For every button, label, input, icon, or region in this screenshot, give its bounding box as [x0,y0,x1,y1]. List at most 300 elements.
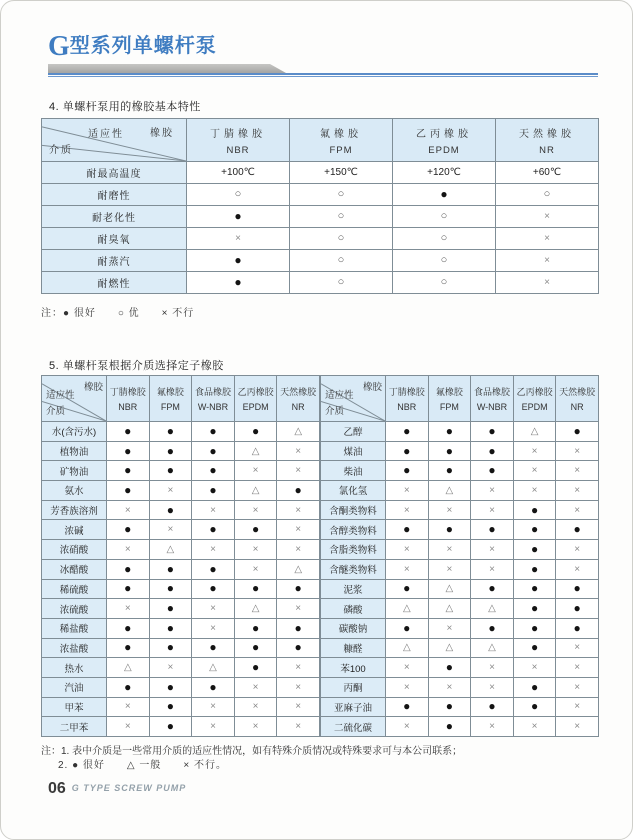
rating-cell [107,697,150,717]
rating-symbol: ● [530,561,539,576]
table-row [321,540,599,560]
rating-cell [107,618,150,638]
rating-symbol: ● [445,522,454,537]
rating-cell [290,228,393,250]
rating-cell [149,677,192,697]
rating-cell [234,658,277,678]
row-label: 甲苯 [42,697,107,717]
rating-symbol: ● [209,463,217,478]
rating-symbol: × [252,465,259,477]
row-label: 含脂类物料 [321,540,386,560]
table-row [42,481,320,501]
table4-header-row [42,119,599,162]
corner-label-adaptability: 适应性 [88,129,124,140]
rating-cell [277,579,320,599]
rating-cell [471,540,514,560]
rubber-code: NR [539,144,555,156]
rating-cell [471,559,514,579]
rating-cell [471,717,514,737]
rating-cell: +150℃ [290,162,393,184]
column-header [187,119,290,162]
rating-cell [513,520,556,540]
rating-symbol: △ [251,445,260,457]
rating-symbol: × [295,603,302,615]
rating-cell [513,500,556,520]
rating-symbol: × [574,721,581,733]
rating-cell [107,500,150,520]
rating-cell [496,184,599,206]
rating-cell [428,638,471,658]
rating-symbol: × [446,543,453,555]
rating-symbol: ● [488,463,496,478]
rating-cell [107,441,150,461]
rating-symbol: △ [166,543,175,555]
rating-symbol: ● [488,423,496,438]
row-label: 含醇类物料 [321,520,386,540]
rubber-name: 氟橡胶 [435,387,463,397]
table-row [42,599,320,619]
table-row [42,540,320,560]
table-row [321,599,599,619]
row-label: 芳香族溶剂 [42,500,107,520]
rating-symbol: △ [445,583,454,595]
table-row [42,579,320,599]
rating-symbol: × [489,504,495,516]
rating-symbol: × [544,277,550,288]
rating-cell [234,461,277,481]
rating-cell [471,500,514,520]
rating-symbol: △ [445,642,454,654]
rating-cell [556,717,599,737]
rating-symbol: ● [124,581,132,596]
rating-cell [556,559,599,579]
rating-symbol: △ [251,603,260,615]
rating-cell [107,481,150,501]
rating-symbol: ● [403,423,411,438]
row-label: 耐蒸汽 [42,250,187,272]
rating-cell [386,559,429,579]
row-label: 耐磨性 [42,184,187,206]
rating-cell [234,638,277,658]
row-label: 耐臭氧 [42,228,187,250]
row-label: 汽油 [42,677,107,697]
rating-cell [556,658,599,678]
rating-cell [393,206,496,228]
rating-symbol: ○ [337,210,345,222]
media-selection-table-right [320,375,599,737]
rating-symbol: ● [294,482,302,497]
table-row [42,206,599,228]
rating-symbol: × [531,465,538,477]
rating-cell [149,638,192,658]
rating-cell [277,599,320,619]
table-row [42,422,320,442]
rating-cell [277,658,320,678]
rating-cell [428,717,471,737]
rating-symbol: × [403,563,410,575]
corner-label-rubber: 橡胶 [83,382,103,393]
rating-symbol: △ [402,603,411,615]
rating-cell [107,579,150,599]
rating-cell [107,677,150,697]
rating-cell [192,618,235,638]
rating-cell [149,461,192,481]
rating-cell [149,579,192,599]
rating-symbol: ● [573,581,581,596]
rubber-name: 丁腈橡胶 [388,387,425,397]
table5-note-line1: 注：1. 表中介质是一些常用介质的适应性情况，如有特殊介质情况或特殊要求可与本公司联系； [41,746,463,757]
column-header [149,376,192,422]
rating-cell [556,638,599,658]
rating-symbol: × [295,543,302,555]
rating-symbol: ● [251,640,260,655]
row-label: 热水 [42,658,107,678]
rating-cell [386,540,429,560]
table5-note-line2: 2. ● 很好 △ 一般 × 不行。 [58,760,228,771]
rating-symbol: × [252,504,259,516]
row-label: 氯化氢 [321,481,386,501]
rating-symbol: ● [124,423,132,438]
row-label: 苯100 [321,658,386,678]
rating-symbol: × [124,721,131,733]
rating-symbol: ● [530,581,539,596]
rating-symbol: ● [445,699,454,714]
rating-cell [107,540,150,560]
table4-legend: 注：● 很好 ○ 优 × 不行 [41,308,195,319]
rating-symbol: ● [124,679,132,694]
rating-cell [428,658,471,678]
rating-symbol: × [531,662,538,674]
rating-cell [290,250,393,272]
rubber-name: 丁腈橡胶 [109,387,146,397]
rating-symbol: △ [445,484,454,496]
rubber-code: NR [291,402,305,412]
rating-cell [386,579,429,599]
rating-symbol: × [167,524,174,536]
row-label: 浓硫酸 [42,599,107,619]
column-header [393,119,496,162]
row-label: 冰醋酸 [42,559,107,579]
header-blue-rule [48,73,598,77]
rating-symbol: ● [530,541,539,556]
rating-symbol: ● [251,660,260,675]
table4-body [42,162,599,294]
rating-symbol: × [167,484,174,496]
rating-symbol: × [124,603,131,615]
rating-symbol: × [252,563,259,575]
table-row [42,162,599,184]
rating-symbol: ● [209,640,217,655]
row-label: 磷酸 [321,599,386,619]
rating-symbol: × [210,622,216,634]
rating-symbol: ● [294,581,302,596]
rating-symbol: ● [445,660,454,675]
section5-title: 5. 单螺杆泵根据介质选择定子橡胶 [49,360,224,372]
rating-cell [277,697,320,717]
table-row [321,481,599,501]
rating-symbol: × [210,504,216,516]
rating-cell [428,422,471,442]
rating-symbol: × [446,681,453,693]
table-row [42,559,320,579]
rating-symbol: × [210,721,216,733]
rating-symbol: × [295,701,302,713]
rating-symbol: ● [234,209,242,223]
row-label: 泥浆 [321,579,386,599]
rating-cell [428,697,471,717]
rating-symbol: ● [530,522,539,537]
rating-cell [393,184,496,206]
rating-symbol: △ [445,603,454,615]
rating-cell [393,250,496,272]
rating-cell [277,520,320,540]
row-label: 耐老化性 [42,206,187,228]
rating-cell [556,422,599,442]
rating-cell [107,638,150,658]
rating-cell [556,697,599,717]
rating-symbol: × [544,255,550,266]
rating-symbol: △ [402,642,411,654]
table-row [321,697,599,717]
rating-symbol: ● [209,679,217,694]
rating-cell [277,441,320,461]
rating-symbol: △ [488,603,496,615]
rubber-code: NBR [118,402,138,412]
rating-cell [234,500,277,520]
rating-symbol: × [210,701,216,713]
rating-cell [107,717,150,737]
rating-cell [192,500,235,520]
rating-symbol: △ [294,425,303,437]
rating-symbol: ● [488,581,496,596]
rating-symbol: ○ [234,188,242,200]
rubber-name: 乙丙橡胶 [237,387,274,397]
rating-cell [277,618,320,638]
rating-cell [471,422,514,442]
rating-cell [192,540,235,560]
rating-cell [234,618,277,638]
rating-symbol: × [403,681,410,693]
rating-cell [386,677,429,697]
rating-cell [234,422,277,442]
rating-cell [277,638,320,658]
rating-symbol: ● [530,640,539,655]
column-header [496,119,599,162]
rating-cell [471,481,514,501]
rating-cell [386,500,429,520]
rating-symbol: × [124,701,131,713]
rubber-name: 食品橡胶 [473,387,510,397]
rating-symbol: ● [166,561,175,576]
rating-symbol: × [531,445,538,457]
row-label: 糠醛 [321,638,386,658]
rating-cell [187,250,290,272]
rubber-name: 氟橡胶 [156,387,184,397]
rating-symbol: × [574,445,581,457]
rating-symbol: × [252,543,259,555]
rating-cell [234,520,277,540]
rating-cell [428,579,471,599]
rating-symbol: ● [166,443,175,458]
rating-symbol: ● [166,640,175,655]
rating-symbol: ● [403,522,411,537]
rating-cell [192,481,235,501]
corner-label-medium: 介质 [49,145,73,156]
column-header [277,376,320,422]
rating-symbol: × [544,211,550,222]
rating-symbol: ● [488,620,496,635]
rating-symbol: × [124,504,131,516]
rating-symbol: ● [445,719,454,734]
rating-symbol: ● [166,719,175,734]
rating-cell [149,618,192,638]
rating-symbol: ● [166,463,175,478]
rating-cell [386,658,429,678]
row-label: 含醚类物料 [321,559,386,579]
rating-symbol: ● [234,275,242,289]
table-row [321,441,599,461]
row-label: 植物油 [42,441,107,461]
row-label: 浓硝酸 [42,540,107,560]
rating-symbol: ● [573,601,581,616]
rating-symbol: ● [445,463,454,478]
rating-symbol: ● [251,522,260,537]
rating-symbol: ● [530,699,539,714]
row-label: 氨水 [42,481,107,501]
rating-symbol: × [295,524,302,536]
rating-cell [556,677,599,697]
rating-symbol: × [574,543,581,555]
rating-symbol: ● [488,699,496,714]
rating-symbol: × [574,642,581,654]
rating-symbol: ● [124,640,132,655]
rating-cell [149,500,192,520]
row-label: 稀硫酸 [42,579,107,599]
rating-cell [513,461,556,481]
rating-cell [277,540,320,560]
rating-cell [149,717,192,737]
rubber-code: NBR [397,402,417,412]
rating-symbol: ● [251,581,260,596]
row-label: 矿物油 [42,461,107,481]
rating-symbol: ● [403,581,411,596]
rating-symbol: ● [209,581,217,596]
rating-symbol: × [403,543,410,555]
rating-cell [471,618,514,638]
rubber-name: 丁腈橡胶 [210,128,266,140]
rating-symbol: × [574,701,581,713]
rating-cell [471,520,514,540]
rubber-code: W-NBR [476,402,508,412]
table-row [42,441,320,461]
rating-symbol: × [574,465,581,477]
rating-symbol: × [235,233,241,244]
rating-symbol: ● [166,679,175,694]
rating-cell [513,422,556,442]
column-header [107,376,150,422]
rating-symbol: × [489,563,495,575]
rating-cell [386,481,429,501]
rating-cell [192,441,235,461]
rating-symbol: ● [488,443,496,458]
rating-symbol: × [403,504,410,516]
rating-cell [290,272,393,294]
corner-label-medium: 介质 [46,406,66,417]
rating-cell [471,697,514,717]
rating-cell [428,540,471,560]
column-header [192,376,235,422]
table-row [321,579,599,599]
table-row [321,717,599,737]
rating-cell [149,658,192,678]
rating-cell [513,717,556,737]
table-row [42,658,320,678]
row-label: 丙酮 [321,677,386,697]
rating-symbol: ● [440,187,448,201]
rating-symbol: ● [209,561,217,576]
rubber-name: 氟橡胶 [320,128,362,140]
row-label: 浓碱 [42,520,107,540]
row-label: 煤油 [321,441,386,461]
column-header [513,376,556,422]
rating-cell [471,441,514,461]
rating-symbol: ● [573,522,581,537]
rating-cell [192,579,235,599]
rating-symbol: △ [123,662,132,674]
rating-cell [428,461,471,481]
rating-symbol: × [489,662,495,674]
rating-cell [428,618,471,638]
row-label: 二硫化碳 [321,717,386,737]
rating-symbol: ○ [337,254,345,266]
rating-symbol: ● [124,463,132,478]
rating-symbol: ● [124,620,132,635]
rating-cell [149,481,192,501]
rating-cell [513,599,556,619]
rating-cell [234,677,277,697]
rating-symbol: ● [294,620,302,635]
rating-cell [556,599,599,619]
rating-cell [513,540,556,560]
rating-cell [556,441,599,461]
rating-symbol: × [295,681,302,693]
rating-symbol: × [544,233,550,244]
rating-cell [187,184,290,206]
rating-symbol: ○ [440,276,448,288]
column-header [290,119,393,162]
row-label: 乙醇 [321,422,386,442]
rating-cell [149,520,192,540]
rating-cell [513,658,556,678]
table5-left-body [42,422,320,737]
rating-cell [277,559,320,579]
table-row [321,422,599,442]
rating-cell [393,228,496,250]
rating-symbol: ● [166,601,175,616]
rating-symbol: ● [124,522,132,537]
rating-symbol: ● [166,502,175,517]
rating-cell [234,697,277,717]
rating-symbol: × [489,681,495,693]
rating-cell [513,559,556,579]
rating-symbol: ● [166,620,175,635]
table-row [321,461,599,481]
row-label: 稀盐酸 [42,618,107,638]
rubber-code: FPM [439,402,459,412]
page-title [48,29,217,63]
rating-cell [513,579,556,599]
rubber-code: EPDM [521,402,548,412]
